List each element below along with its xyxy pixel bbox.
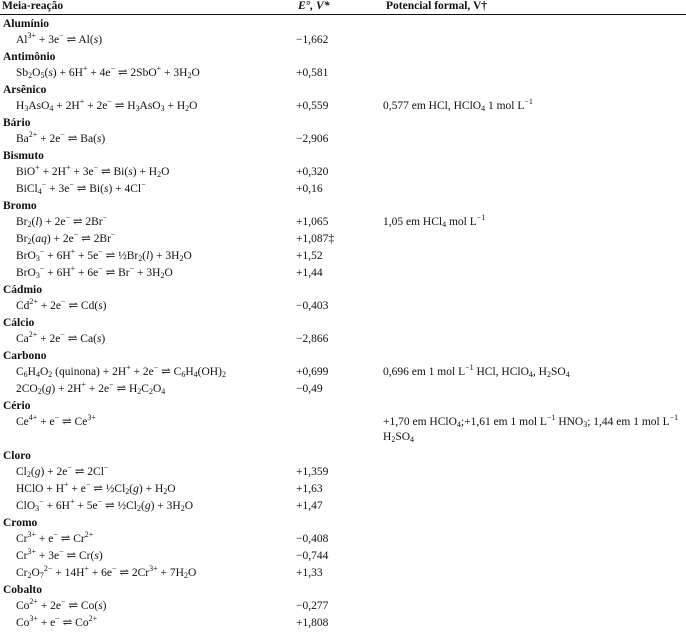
element-heading (0, 348, 686, 364)
standard-potential: +1,63 (296, 483, 323, 495)
half-reaction: $Co^{2+} + 2e^-$ ⇌ Co(s) (16, 597, 107, 612)
element-heading (0, 282, 686, 298)
element-name: Cloro (3, 450, 31, 462)
table-row (0, 181, 686, 198)
half-reaction: $Ce^{4+} + e^-$ ⇌ $Ce^{3+}$ (16, 413, 96, 428)
element-heading (0, 198, 686, 214)
element-name: Antimônio (3, 51, 56, 63)
header-formal-potential: Potencial formal, V† (386, 0, 488, 12)
element-name: Carbono (3, 350, 47, 362)
standard-potential: −0,744 (296, 550, 329, 562)
table-header (0, 0, 686, 14)
half-reaction: BrO$_3$− + 6H+ + 6e− ⇌ $Br^- + 3H_2O$ (16, 264, 173, 280)
standard-potential: +0,320 (296, 166, 329, 178)
element-name: Cálcio (3, 317, 35, 329)
element-heading (0, 448, 686, 464)
formal-potential: 0,577 em HCl, HClO$_4$ 1 mol $L^{-1}$ (383, 97, 533, 113)
element-heading (0, 16, 686, 32)
half-reaction: $2CO_2(g) + 2H^+ + 2e^-$ ⇌ $H_2C_2O_4$ (16, 380, 166, 396)
standard-potential: +1,47 (296, 500, 323, 512)
standard-potential: +1,44 (296, 267, 323, 279)
element-heading (0, 148, 686, 164)
table-row (0, 615, 686, 632)
half-reaction: $Ba^{2+} + 2e^-$ ⇌ Ba(s) (16, 130, 106, 145)
element-name: Cobalto (3, 584, 42, 596)
standard-potential: −2,866 (296, 333, 329, 345)
standard-potential: −0,49 (296, 383, 323, 395)
element-heading (0, 398, 686, 414)
standard-potential: +0,559 (296, 100, 329, 112)
element-heading (0, 315, 686, 331)
table-row (0, 531, 686, 548)
table-row (0, 414, 686, 448)
table-row (0, 98, 686, 115)
standard-potential: +1,359 (296, 466, 329, 478)
standard-potential: +1,808 (296, 617, 329, 629)
table-row (0, 131, 686, 148)
element-heading (0, 582, 686, 598)
header-standard-potential: E°, V* (298, 0, 330, 12)
standard-potential: −0,408 (296, 533, 329, 545)
table-row (0, 214, 686, 231)
standard-potential: +0,16 (296, 183, 323, 195)
element-heading (0, 515, 686, 531)
element-name: Cádmio (3, 284, 42, 296)
table-row (0, 331, 686, 348)
half-reaction: ClO$_3$− + 6H+ + 5e− ⇌ $\frac{1}{2}Cl_2(g) + 3H_2O$ (16, 497, 194, 513)
table-row (0, 381, 686, 398)
standard-potential: +1,52 (296, 250, 323, 262)
half-reaction: BiCl$_4$− + 3e− ⇌ Bi(s) + 4Cl− (16, 180, 146, 196)
table-row (0, 265, 686, 282)
half-reaction: HClO + H+ + e− ⇌ $\frac{1}{2}Cl_2(g) + H_2O$ (16, 480, 176, 496)
half-reaction: $Al^{3+} + 3e^-$ ⇌ Al(s) (16, 31, 103, 46)
half-reaction: $Br_2(l) + 2e^-$ ⇌ 2Br− (16, 213, 108, 229)
half-reaction: $Co^{3+} + e^-$ ⇌ $Co^{2+}$ (16, 614, 98, 629)
half-reaction: $Br_2(aq) + 2e^-$ ⇌ 2Br− (16, 230, 116, 246)
half-reaction: $C_6H_4O_2$ (quinona) + 2H+ + 2e− ⇌ $C_6H_4(OH)_2$ (16, 363, 226, 379)
table-body (0, 16, 686, 632)
element-name: Cério (3, 400, 31, 412)
formal-potential: +1,70 em HClO$_4$;+1,61 em 1 mol $L^{-1}$ $HNO_3$; 1,44 em 1 mol $L^{-1}$ $H_2SO_4$ (383, 413, 679, 444)
header-half-reaction: Meia-reação (2, 0, 64, 12)
half-reaction: $Cl_2(g) + 2e^-$ ⇌ 2Cl− (16, 463, 109, 479)
standard-potential: +1,065 (296, 216, 329, 228)
standard-potential: +0,581 (296, 67, 329, 79)
table-row (0, 65, 686, 82)
element-heading (0, 49, 686, 65)
standard-potential: +1,087‡ (296, 233, 335, 245)
table-row (0, 598, 686, 615)
standard-potential: −0,277 (296, 600, 329, 612)
table-row (0, 164, 686, 181)
half-reaction: $H_3AsO_4 + 2H^+ + 2e^-$ ⇌ $H_3AsO_3 + H_2O$ (16, 97, 198, 113)
standard-potential: −0,403 (296, 300, 329, 312)
half-reaction: $Cr_2O_7^{2-} + 14H^+ + 6e^-$ ⇌ $2Cr^{3+} + 7H_2O$ (16, 564, 197, 580)
element-name: Bromo (3, 200, 37, 212)
standard-potential: +0,699 (296, 366, 329, 378)
half-reaction: $Cr^{3+} + 3e^-$ ⇌ Cr(s) (16, 547, 103, 562)
element-name: Arsênico (3, 84, 47, 96)
element-heading (0, 82, 686, 98)
table-row (0, 481, 686, 498)
half-reaction: BrO$_3$− + 6H+ + 5e− ⇌ $\frac{1}{2}Br_2(l) + 3H_2O$ (16, 247, 192, 263)
element-name: Bário (3, 117, 31, 129)
table-row (0, 298, 686, 315)
standard-potential: −1,662 (296, 34, 329, 46)
half-reaction: $Ca^{2+} + 2e^-$ ⇌ Ca(s) (16, 330, 106, 345)
standard-potential: +1,33 (296, 567, 323, 579)
table-row (0, 464, 686, 481)
half-reaction: $Cd^{2+} + 2e^-$ ⇌ Cd(s) (16, 297, 107, 312)
element-heading (0, 115, 686, 131)
header-rule (0, 14, 686, 15)
standard-potential: −2,906 (296, 133, 329, 145)
half-reaction: $Sb_2O_5(s) + 6H^+ + 4e^-$ ⇌ $2SbO^+ + 3H_2O$ (16, 64, 200, 80)
element-name: Bismuto (3, 150, 44, 162)
formal-potential: 0,696 em 1 mol $L^{-1}$ HCl, HClO$_4$, $H_2SO_4$ (383, 363, 570, 379)
table-row (0, 498, 686, 515)
table-row (0, 231, 686, 248)
table-row (0, 548, 686, 565)
table-row (0, 565, 686, 582)
half-reaction: $Cr^{3+} + e^-$ ⇌ $Cr^{2+}$ (16, 530, 94, 545)
element-name: Cromo (3, 517, 38, 529)
half-reaction: BiO+ + 2H+ + 3e− ⇌ $Bi(s) + H_2O$ (16, 163, 170, 179)
table-row (0, 32, 686, 49)
element-name: Alumínio (3, 18, 50, 30)
formal-potential: 1,05 em HCl$_4$ mol $L^{-1}$ (383, 213, 486, 229)
table-row (0, 248, 686, 265)
table-row (0, 364, 686, 381)
